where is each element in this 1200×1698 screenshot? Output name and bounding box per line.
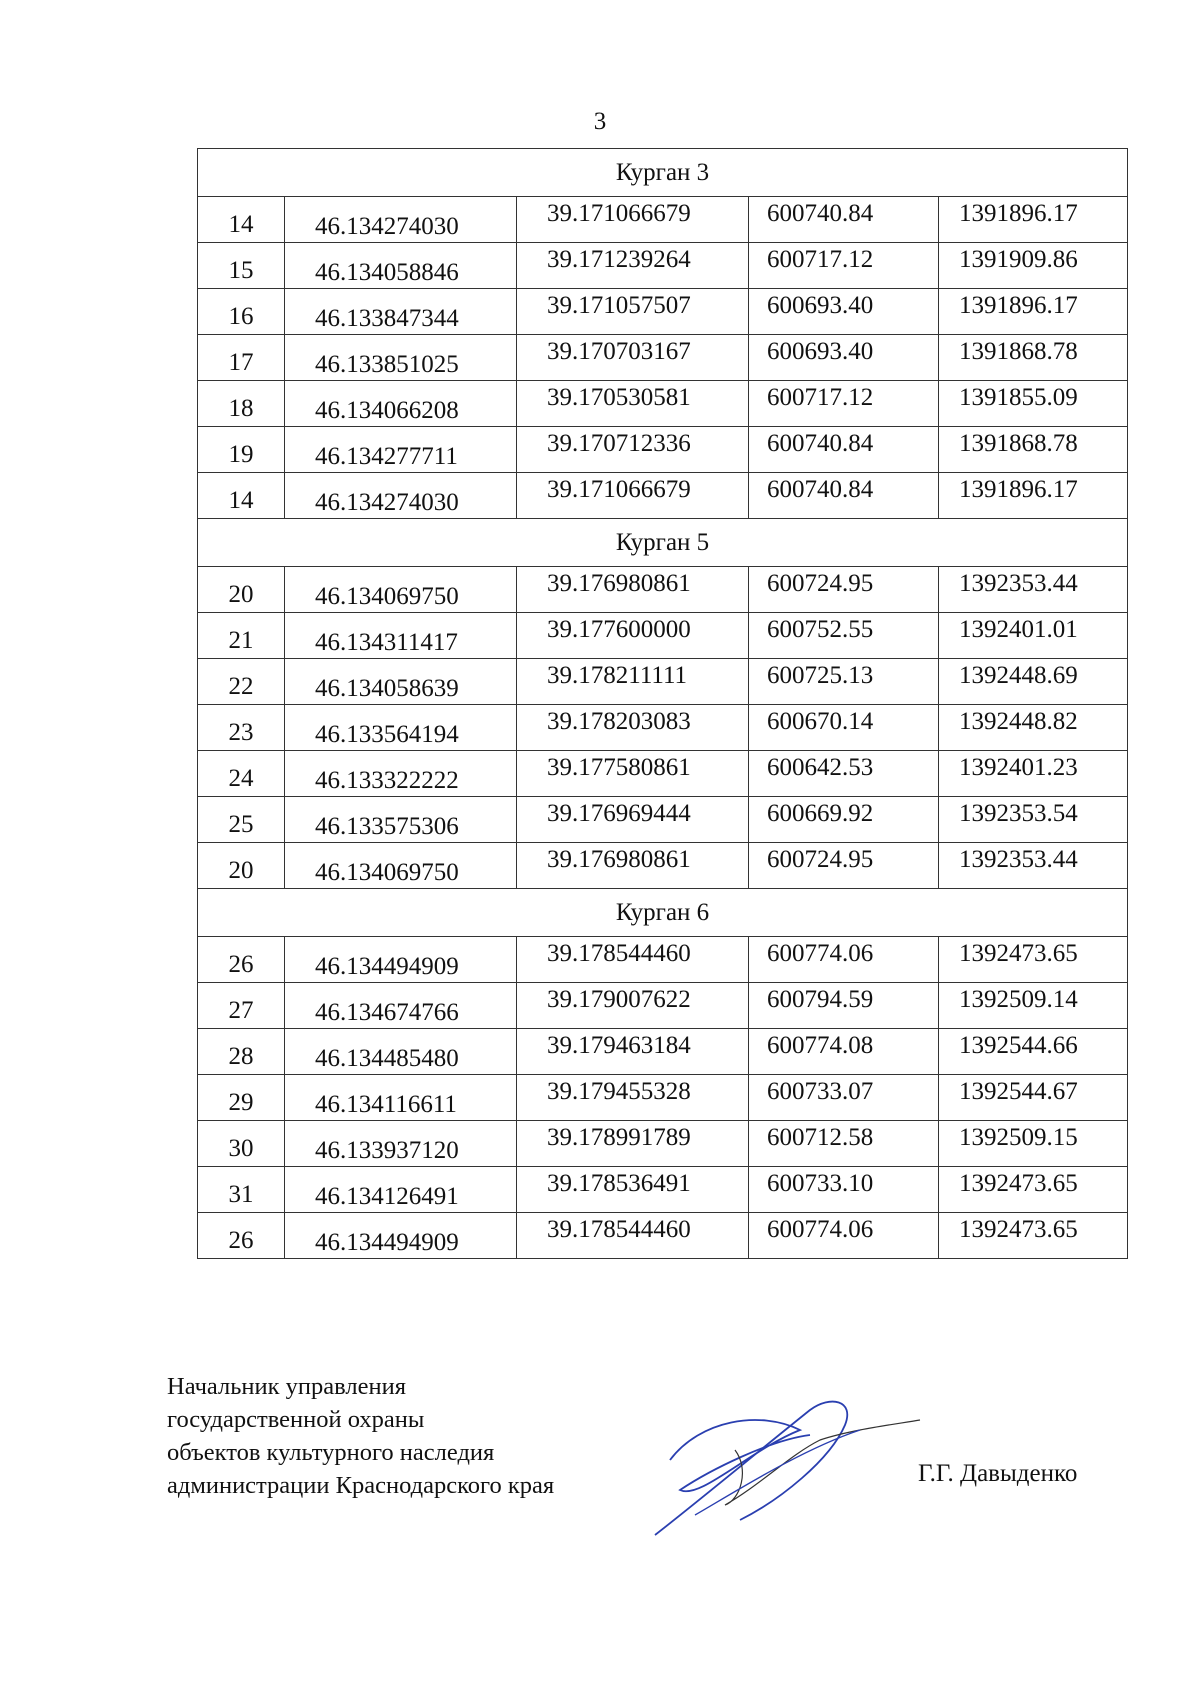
- latitude-cell: 46.134066208: [285, 381, 517, 427]
- point-number-cell: 18: [198, 381, 285, 427]
- y-coordinate-cell: 1392473.65: [939, 937, 1128, 983]
- section-header-row: [198, 889, 1128, 937]
- point-number-cell: 22: [198, 659, 285, 705]
- latitude-cell: 46.134058846: [285, 243, 517, 289]
- table-row: [198, 197, 1128, 243]
- point-number-cell: 23: [198, 705, 285, 751]
- signatory-position-line: Начальник управления: [167, 1373, 406, 1400]
- latitude-cell: 46.134674766: [285, 983, 517, 1029]
- y-coordinate-cell: 1392401.23: [939, 751, 1128, 797]
- point-number-cell: 25: [198, 797, 285, 843]
- table-row: [198, 427, 1128, 473]
- longitude-cell: 39.178544460: [517, 937, 749, 983]
- longitude-cell: 39.177580861: [517, 751, 749, 797]
- table-row: [198, 751, 1128, 797]
- table-row: [198, 1029, 1128, 1075]
- longitude-cell: 39.178536491: [517, 1167, 749, 1213]
- x-coordinate-cell: 600670.14: [749, 705, 939, 751]
- latitude-cell: 46.133851025: [285, 335, 517, 381]
- latitude-cell: 46.134116611: [285, 1075, 517, 1121]
- longitude-cell: 39.178203083: [517, 705, 749, 751]
- latitude-cell: 46.134494909: [285, 937, 517, 983]
- y-coordinate-cell: 1392473.65: [939, 1213, 1128, 1259]
- table-row: [198, 659, 1128, 705]
- table-row: [198, 567, 1128, 613]
- table-row: [198, 381, 1128, 427]
- table-row: [198, 335, 1128, 381]
- y-coordinate-cell: 1391868.78: [939, 335, 1128, 381]
- latitude-cell: 46.134311417: [285, 613, 517, 659]
- latitude-cell: 46.134494909: [285, 1213, 517, 1259]
- longitude-cell: 39.178991789: [517, 1121, 749, 1167]
- x-coordinate-cell: 600724.95: [749, 567, 939, 613]
- coordinates-table: [197, 148, 1128, 1259]
- table-row: [198, 289, 1128, 335]
- latitude-cell: 46.134069750: [285, 843, 517, 889]
- latitude-cell: 46.134485480: [285, 1029, 517, 1075]
- table-row: [198, 705, 1128, 751]
- latitude-cell: 46.134277711: [285, 427, 517, 473]
- table-row: [198, 473, 1128, 519]
- x-coordinate-cell: 600724.95: [749, 843, 939, 889]
- point-number-cell: 28: [198, 1029, 285, 1075]
- x-coordinate-cell: 600693.40: [749, 289, 939, 335]
- point-number-cell: 27: [198, 983, 285, 1029]
- y-coordinate-cell: 1391896.17: [939, 473, 1128, 519]
- point-number-cell: 29: [198, 1075, 285, 1121]
- longitude-cell: 39.178211111: [517, 659, 749, 705]
- longitude-cell: 39.176969444: [517, 797, 749, 843]
- y-coordinate-cell: 1392544.66: [939, 1029, 1128, 1075]
- x-coordinate-cell: 600740.84: [749, 473, 939, 519]
- x-coordinate-cell: 600774.08: [749, 1029, 939, 1075]
- x-coordinate-cell: 600740.84: [749, 197, 939, 243]
- latitude-cell: 46.134274030: [285, 197, 517, 243]
- y-coordinate-cell: 1392473.65: [939, 1167, 1128, 1213]
- signatory-position-line: администрации Краснодарского края: [167, 1472, 555, 1499]
- latitude-cell: 46.133322222: [285, 751, 517, 797]
- x-coordinate-cell: 600693.40: [749, 335, 939, 381]
- longitude-cell: 39.179007622: [517, 983, 749, 1029]
- y-coordinate-cell: 1391909.86: [939, 243, 1128, 289]
- point-number-cell: 30: [198, 1121, 285, 1167]
- longitude-cell: 39.179455328: [517, 1075, 749, 1121]
- point-number-cell: 14: [198, 197, 285, 243]
- section-title: Курган 5: [198, 519, 1128, 567]
- table-row: [198, 1167, 1128, 1213]
- section-header-row: [198, 519, 1128, 567]
- y-coordinate-cell: 1392448.69: [939, 659, 1128, 705]
- longitude-cell: 39.176980861: [517, 567, 749, 613]
- y-coordinate-cell: 1391896.17: [939, 289, 1128, 335]
- x-coordinate-cell: 600794.59: [749, 983, 939, 1029]
- longitude-cell: 39.176980861: [517, 843, 749, 889]
- x-coordinate-cell: 600733.10: [749, 1167, 939, 1213]
- y-coordinate-cell: 1392401.01: [939, 613, 1128, 659]
- x-coordinate-cell: 600717.12: [749, 243, 939, 289]
- y-coordinate-cell: 1392509.14: [939, 983, 1128, 1029]
- point-number-cell: 20: [198, 843, 285, 889]
- y-coordinate-cell: 1391868.78: [939, 427, 1128, 473]
- x-coordinate-cell: 600733.07: [749, 1075, 939, 1121]
- x-coordinate-cell: 600774.06: [749, 1213, 939, 1259]
- latitude-cell: 46.133847344: [285, 289, 517, 335]
- longitude-cell: 39.177600000: [517, 613, 749, 659]
- y-coordinate-cell: 1391896.17: [939, 197, 1128, 243]
- x-coordinate-cell: 600725.13: [749, 659, 939, 705]
- point-number-cell: 16: [198, 289, 285, 335]
- latitude-cell: 46.134126491: [285, 1167, 517, 1213]
- table-row: [198, 1213, 1128, 1259]
- table-row: [198, 937, 1128, 983]
- section-title: Курган 6: [198, 889, 1128, 937]
- point-number-cell: 17: [198, 335, 285, 381]
- point-number-cell: 26: [198, 937, 285, 983]
- table-row: [198, 1075, 1128, 1121]
- y-coordinate-cell: 1391855.09: [939, 381, 1128, 427]
- latitude-cell: 46.134058639: [285, 659, 517, 705]
- table-row: [198, 243, 1128, 289]
- x-coordinate-cell: 600752.55: [749, 613, 939, 659]
- table-row: [198, 843, 1128, 889]
- latitude-cell: 46.134274030: [285, 473, 517, 519]
- y-coordinate-cell: 1392544.67: [939, 1075, 1128, 1121]
- page-number: 3: [593, 108, 607, 135]
- table-row: [198, 983, 1128, 1029]
- table-row: [198, 797, 1128, 843]
- point-number-cell: 24: [198, 751, 285, 797]
- point-number-cell: 21: [198, 613, 285, 659]
- point-number-cell: 31: [198, 1167, 285, 1213]
- section-title: Курган 3: [198, 149, 1128, 197]
- point-number-cell: 26: [198, 1213, 285, 1259]
- point-number-cell: 20: [198, 567, 285, 613]
- point-number-cell: 15: [198, 243, 285, 289]
- point-number-cell: 14: [198, 473, 285, 519]
- x-coordinate-cell: 600712.58: [749, 1121, 939, 1167]
- longitude-cell: 39.178544460: [517, 1213, 749, 1259]
- x-coordinate-cell: 600669.92: [749, 797, 939, 843]
- longitude-cell: 39.179463184: [517, 1029, 749, 1075]
- signatory-position-line: государственной охраны: [167, 1406, 425, 1433]
- y-coordinate-cell: 1392353.44: [939, 567, 1128, 613]
- longitude-cell: 39.170703167: [517, 335, 749, 381]
- y-coordinate-cell: 1392448.82: [939, 705, 1128, 751]
- section-header-row: [198, 149, 1128, 197]
- signatory-name: Г.Г. Давыденко: [918, 1460, 1078, 1487]
- longitude-cell: 39.171057507: [517, 289, 749, 335]
- longitude-cell: 39.171066679: [517, 197, 749, 243]
- latitude-cell: 46.134069750: [285, 567, 517, 613]
- y-coordinate-cell: 1392353.44: [939, 843, 1128, 889]
- latitude-cell: 46.133564194: [285, 705, 517, 751]
- longitude-cell: 39.171066679: [517, 473, 749, 519]
- longitude-cell: 39.170530581: [517, 381, 749, 427]
- latitude-cell: 46.133575306: [285, 797, 517, 843]
- handwritten-signature: [640, 1390, 940, 1540]
- latitude-cell: 46.133937120: [285, 1121, 517, 1167]
- y-coordinate-cell: 1392509.15: [939, 1121, 1128, 1167]
- point-number-cell: 19: [198, 427, 285, 473]
- signatory-position-line: объектов культурного наследия: [167, 1439, 495, 1466]
- x-coordinate-cell: 600717.12: [749, 381, 939, 427]
- signatory-position: [167, 1370, 554, 1502]
- x-coordinate-cell: 600740.84: [749, 427, 939, 473]
- x-coordinate-cell: 600774.06: [749, 937, 939, 983]
- longitude-cell: 39.170712336: [517, 427, 749, 473]
- table-row: [198, 1121, 1128, 1167]
- y-coordinate-cell: 1392353.54: [939, 797, 1128, 843]
- longitude-cell: 39.171239264: [517, 243, 749, 289]
- x-coordinate-cell: 600642.53: [749, 751, 939, 797]
- table-row: [198, 613, 1128, 659]
